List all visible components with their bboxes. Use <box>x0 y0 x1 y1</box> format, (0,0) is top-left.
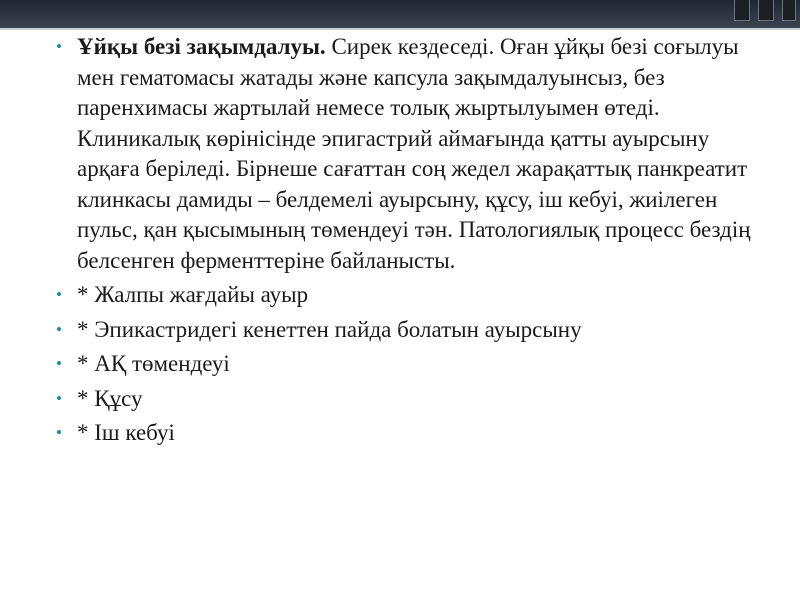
list-item-text: * АҚ төмендеуі <box>77 351 230 376</box>
bullet-icon: • <box>56 423 62 442</box>
bullet-icon: • <box>56 285 62 304</box>
bullet-icon: • <box>56 319 62 339</box>
decorative-tab <box>734 0 750 21</box>
decorative-tab <box>758 0 774 21</box>
header-bar <box>0 0 800 28</box>
list-item-text: * Эпикастридегі кенеттен пайда болатын ауырсыну <box>77 316 582 342</box>
slide-body <box>52 32 752 453</box>
header-divider <box>0 28 800 30</box>
list-item-text: * Іш кебуі <box>77 420 175 445</box>
list-item <box>52 315 752 346</box>
list-item <box>52 418 752 449</box>
list-item <box>52 280 752 311</box>
list-item <box>52 32 752 276</box>
list-item <box>52 384 752 415</box>
paragraph-lead: Ұйқы безі зақымдалуы. <box>77 34 326 59</box>
bullet-icon: • <box>56 388 62 408</box>
paragraph-body: Сирек кездеседі. Оған ұйқы безі соғылуы мен гематомасы жатады және капсула зақымдалуынсыз, без паренхимасы жартылай немесе толық жыртылуымен өтеді. Клиникалық көрінісінде эпигастрий аймағында қатты ауырсыну арқаға беріледі. Бірнеше сағаттан соң жедел жарақаттық панкреатит клинкасы дамиды – белдемелі ауырсыну, құсу, іш кебуі, жиілеген пульс, қан қысымының төмендеуі тән. Патологиялық процесс бездің белсенген ферменттеріне байланысты. <box>77 34 751 273</box>
decorative-tab <box>782 0 796 21</box>
list-item <box>52 349 752 380</box>
list-item-text: * Құсу <box>77 385 143 411</box>
bullet-icon: • <box>56 354 62 373</box>
bullet-icon: • <box>56 37 62 56</box>
list-item-text: * Жалпы жағдайы ауыр <box>77 282 309 307</box>
